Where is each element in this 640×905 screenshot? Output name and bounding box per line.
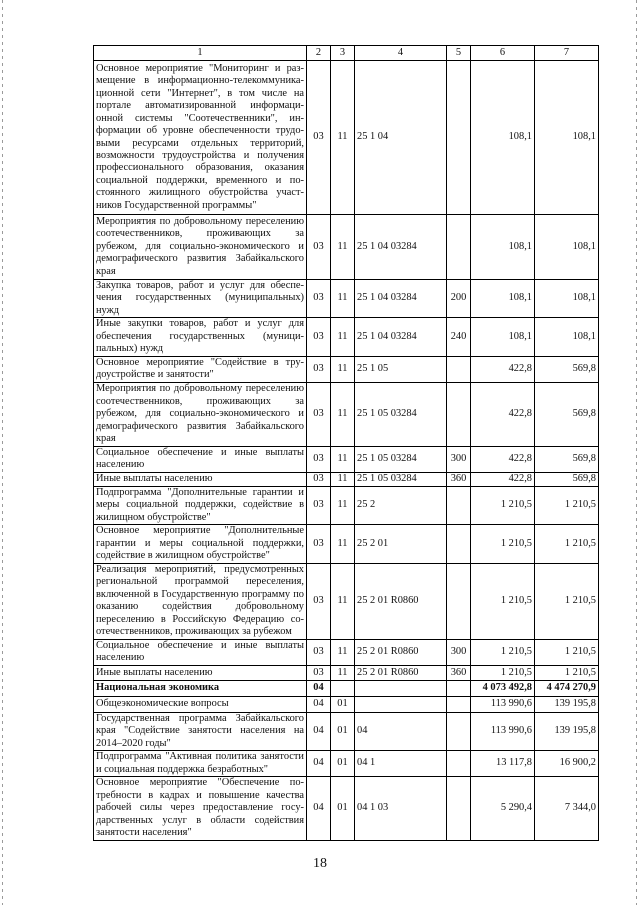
amount-col6: 1 210,5 (471, 486, 535, 524)
table-row (94, 751, 599, 777)
amount-col7: 569,8 (535, 472, 599, 486)
subsection-code (331, 680, 355, 696)
expense-type-code (447, 382, 471, 446)
section-code: 03 (307, 486, 331, 524)
row-name: Основное мероприятие "Дополнительные гарантии и меры социальной поддержки, содействие в жилищном обустройстве" (94, 525, 307, 563)
table-row (94, 696, 599, 712)
amount-col6: 1 210,5 (471, 525, 535, 563)
target-article-code: 25 1 04 03284 (355, 318, 447, 356)
target-article-code: 04 (355, 712, 447, 750)
target-article-code: 25 1 05 03284 (355, 446, 447, 472)
target-article-code (355, 680, 447, 696)
target-article-code: 25 1 05 (355, 356, 447, 382)
section-code: 03 (307, 356, 331, 382)
expense-type-code (447, 777, 471, 840)
target-article-code: 25 2 01 R0860 (355, 665, 447, 680)
table-row (94, 563, 599, 639)
subsection-code: 11 (331, 61, 355, 215)
column-header: 1 (94, 46, 307, 61)
amount-col6: 108,1 (471, 318, 535, 356)
subsection-code: 11 (331, 525, 355, 563)
target-article-code: 25 1 05 03284 (355, 472, 447, 486)
column-header: 5 (447, 46, 471, 61)
column-header: 7 (535, 46, 599, 61)
amount-col6: 1 210,5 (471, 665, 535, 680)
expense-type-code: 200 (447, 280, 471, 318)
amount-col7: 108,1 (535, 318, 599, 356)
expense-type-code: 240 (447, 318, 471, 356)
row-name: Мероприятия по добровольному переселению соотечественников, проживающих за рубежом, для социально-экономического и демографического развития Забайкальского края (94, 215, 307, 280)
budget-table (93, 45, 599, 841)
amount-col6: 422,8 (471, 356, 535, 382)
subsection-code: 11 (331, 318, 355, 356)
subsection-code: 11 (331, 356, 355, 382)
amount-col6: 113 990,6 (471, 712, 535, 750)
page-number: 18 (313, 856, 327, 871)
expense-type-code (447, 486, 471, 524)
section-code: 03 (307, 61, 331, 215)
row-name: Мероприятия по добровольному переселению соотечественников, проживающих за рубежом, для социально-экономического и демографического развития Забайкальского края (94, 382, 307, 446)
amount-col7: 1 210,5 (535, 486, 599, 524)
scan-edge-left (2, 0, 3, 905)
subsection-code: 11 (331, 472, 355, 486)
section-code: 03 (307, 280, 331, 318)
subsection-code: 01 (331, 751, 355, 777)
table-row (94, 318, 599, 356)
row-name: Социальное обеспечение и иные выплаты населению (94, 639, 307, 665)
row-name: Общеэкономические вопросы (94, 696, 307, 712)
amount-col7: 139 195,8 (535, 696, 599, 712)
column-header: 4 (355, 46, 447, 61)
column-header: 3 (331, 46, 355, 61)
target-article-code: 25 1 05 03284 (355, 382, 447, 446)
subsection-code: 11 (331, 563, 355, 639)
subsection-code: 11 (331, 446, 355, 472)
target-article-code: 25 2 (355, 486, 447, 524)
subsection-code: 11 (331, 639, 355, 665)
table-row (94, 356, 599, 382)
expense-type-code (447, 680, 471, 696)
section-code: 03 (307, 446, 331, 472)
amount-col7: 1 210,5 (535, 665, 599, 680)
target-article-code: 25 2 01 R0860 (355, 639, 447, 665)
expense-type-code: 300 (447, 639, 471, 665)
table-row (94, 639, 599, 665)
amount-col7: 1 210,5 (535, 563, 599, 639)
table-row-section-total (94, 680, 599, 696)
subsection-code: 11 (331, 280, 355, 318)
row-name: Основное мероприятие "Обеспечение потребности в кадрах и повышение качества рабочей силы через предоставление государственных услуг в области содействия занятости населения" (94, 777, 307, 840)
row-name: Иные выплаты населению (94, 665, 307, 680)
amount-col7: 569,8 (535, 356, 599, 382)
amount-col6: 4 073 492,8 (471, 680, 535, 696)
target-article-code: 25 1 04 (355, 61, 447, 215)
amount-col6: 422,8 (471, 472, 535, 486)
section-code: 03 (307, 472, 331, 486)
row-name: Реализация мероприятий, предусмотренных региональной программой переселения, включенной в Государственную программу по оказанию содействия добровольному переселению в Российскую Федерацию соотечественников, проживающих за рубежом (94, 563, 307, 639)
amount-col7: 108,1 (535, 280, 599, 318)
amount-col6: 113 990,6 (471, 696, 535, 712)
row-name: Подпрограмма "Дополнительные гарантии и меры социальной поддержки, содействие в жилищном обустройстве" (94, 486, 307, 524)
row-name: Социальное обеспечение и иные выплаты населению (94, 446, 307, 472)
expense-type-code: 300 (447, 446, 471, 472)
amount-col6: 108,1 (471, 280, 535, 318)
section-code: 04 (307, 680, 331, 696)
table-row (94, 777, 599, 840)
table-row (94, 472, 599, 486)
amount-col6: 1 210,5 (471, 563, 535, 639)
row-name: Подпрограмма "Активная политика занятости и социальная поддержка безработных" (94, 751, 307, 777)
table-row (94, 382, 599, 446)
column-header: 6 (471, 46, 535, 61)
table-row (94, 446, 599, 472)
expense-type-code: 360 (447, 472, 471, 486)
target-article-code: 25 2 01 (355, 525, 447, 563)
row-name: Иные выплаты населению (94, 472, 307, 486)
table-row (94, 525, 599, 563)
amount-col7: 1 210,5 (535, 639, 599, 665)
section-code: 03 (307, 563, 331, 639)
row-name: Основное мероприятие "Мониторинг и размещение в информационно-телекоммуникационной сети "Интернет", в том числе на портале автоматизированной информационной системы "Соотечественники", информации об уровне обеспеченности трудовыми ресурсами отдельных территорий, возможности трудоустройства и получения профессионального образования, оказания социальной поддержки, временного и постоянного жилищного обустройства участников Государственной программы" (94, 61, 307, 215)
subsection-code: 11 (331, 382, 355, 446)
amount-col7: 569,8 (535, 446, 599, 472)
target-article-code (355, 696, 447, 712)
subsection-code: 01 (331, 777, 355, 840)
amount-col6: 5 290,4 (471, 777, 535, 840)
table-row (94, 486, 599, 524)
section-code: 03 (307, 215, 331, 280)
expense-type-code (447, 563, 471, 639)
subsection-code: 11 (331, 665, 355, 680)
table-row (94, 280, 599, 318)
row-name: Закупка товаров, работ и услуг для обеспечения государственных (муниципальных) нужд (94, 280, 307, 318)
section-code: 03 (307, 318, 331, 356)
subsection-code: 11 (331, 215, 355, 280)
table-row (94, 61, 599, 215)
table-row (94, 712, 599, 750)
subsection-code: 01 (331, 712, 355, 750)
target-article-code: 25 2 01 R0860 (355, 563, 447, 639)
amount-col7: 139 195,8 (535, 712, 599, 750)
scan-edge-right (636, 0, 637, 905)
expense-type-code (447, 525, 471, 563)
amount-col7: 1 210,5 (535, 525, 599, 563)
amount-col6: 108,1 (471, 61, 535, 215)
table-row (94, 215, 599, 280)
expense-type-code (447, 751, 471, 777)
expense-type-code (447, 61, 471, 215)
amount-col6: 422,8 (471, 382, 535, 446)
section-code: 04 (307, 751, 331, 777)
amount-col7: 569,8 (535, 382, 599, 446)
expense-type-code (447, 696, 471, 712)
column-number-row (94, 46, 599, 61)
target-article-code: 25 1 04 03284 (355, 280, 447, 318)
row-name: Национальная экономика (94, 680, 307, 696)
column-header: 2 (307, 46, 331, 61)
amount-col6: 1 210,5 (471, 639, 535, 665)
section-code: 04 (307, 696, 331, 712)
amount-col7: 7 344,0 (535, 777, 599, 840)
amount-col6: 108,1 (471, 215, 535, 280)
expense-type-code (447, 215, 471, 280)
row-name: Основное мероприятие "Содействие в трудоустройстве и занятости" (94, 356, 307, 382)
row-name: Государственная программа Забайкальского края "Содействие занятости населения на 2014–2020 годы" (94, 712, 307, 750)
amount-col7: 108,1 (535, 61, 599, 215)
section-code: 03 (307, 665, 331, 680)
table-row (94, 665, 599, 680)
expense-type-code (447, 712, 471, 750)
subsection-code: 01 (331, 696, 355, 712)
section-code: 04 (307, 712, 331, 750)
amount-col7: 108,1 (535, 215, 599, 280)
section-code: 03 (307, 382, 331, 446)
expense-type-code (447, 356, 471, 382)
target-article-code: 25 1 04 03284 (355, 215, 447, 280)
section-code: 04 (307, 777, 331, 840)
row-name: Иные закупки товаров, работ и услуг для обеспечения государственных (муниципальных) нужд (94, 318, 307, 356)
amount-col7: 16 900,2 (535, 751, 599, 777)
amount-col6: 13 117,8 (471, 751, 535, 777)
amount-col6: 422,8 (471, 446, 535, 472)
subsection-code: 11 (331, 486, 355, 524)
target-article-code: 04 1 (355, 751, 447, 777)
section-code: 03 (307, 639, 331, 665)
amount-col7: 4 474 270,9 (535, 680, 599, 696)
section-code: 03 (307, 525, 331, 563)
target-article-code: 04 1 03 (355, 777, 447, 840)
expense-type-code: 360 (447, 665, 471, 680)
